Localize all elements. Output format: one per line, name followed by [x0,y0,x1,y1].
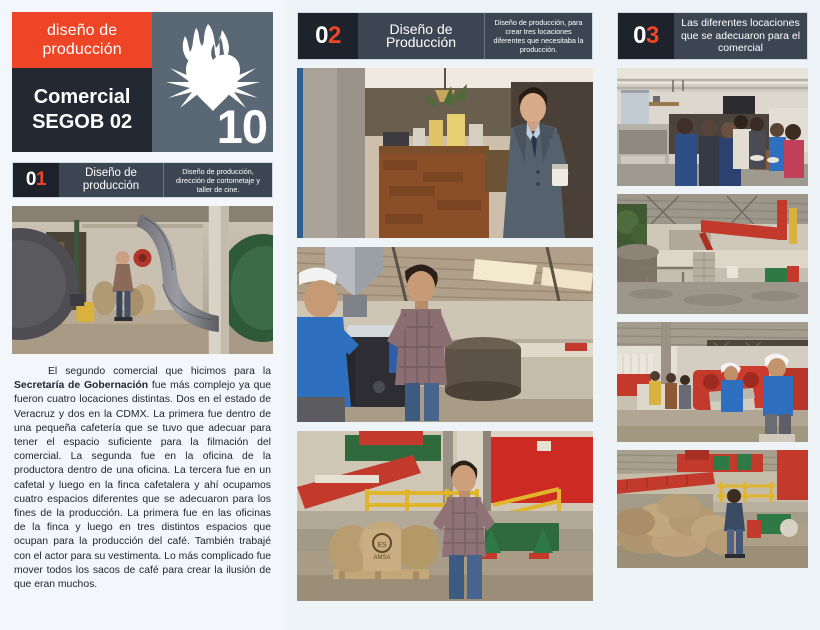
photo-coffee-roasting-art [297,247,593,422]
section-title-01-line1: Diseño de [85,167,137,179]
section-title-02: Diseño de Producción [385,21,457,50]
body-lead: El segundo comercial que hicimos para la [48,366,271,377]
photo-sacks-red-machinery [297,431,593,601]
column-right [605,0,820,630]
section-number-02 [298,13,358,59]
photo-coffee-sack-pile-art [617,450,808,568]
section-title-01 [59,163,163,197]
section-number-accent: 2 [328,22,341,49]
title-eyebrow [12,12,152,68]
section-bar-02 [297,12,593,60]
title-eyebrow-line1: diseño de [46,22,118,39]
worker-mid [721,362,743,412]
column-middle [285,0,605,630]
svg-text:ES: ES [377,542,387,549]
svg-text:AMSA: AMSA [373,555,391,561]
photo-coffee-roasting [297,247,593,422]
section-bar-01 [12,162,273,198]
section-number-accent: 3 [646,22,659,49]
body-rest: fue más complejo ya que fueron cuatro locaciones distintas. Dos en el estado de Veracruz y dos en la CDMX. La primera fue dentro de una pequeña cafetería que se tuvo que adecuar para tener el espacio suficiente para la filmación del comercial. La segunda fue en la oficina de la productora dentro de una oficina. La tercera fue en un cafetal y luego en la finca cafetalera y ahí ocupamos cuatro espacios diferentes que se adecuaron para los fines de la producción. La primera fue en las oficinas de la finca y luego en tres distintos espacios que ocupan para la producción del café. También trabajé con el actor para su vestimenta. Lo más complicado fue mover todos los sacos de café para crear la ilusión de que eran muchos. [14,380,272,591]
photo-workers-red-machines-art [617,322,808,442]
title-text-side [12,12,152,152]
photo-busy-cafe-art [617,68,808,186]
section-number-accent: 1 [36,169,47,190]
photo-cafe-suit-man [297,68,593,238]
section-number-prefix: 0 [633,22,646,49]
section-title-03: Las diferentes locaciones que se adecuaron para el comercial [680,17,801,55]
title-line1: Comercial [33,86,131,108]
photo-busy-cafe [617,68,808,186]
title-logo-panel [152,12,273,152]
section-bar-03 [617,12,808,60]
title-line2: SEGOB 02 [32,111,133,133]
section-number-prefix: 0 [315,22,328,49]
logo-number: 10 [216,100,267,152]
photo-processing-shed [617,194,808,314]
section-subtitle-01: Diseño de producción, dirección de cortometaje y taller de cine. [163,163,272,197]
body-bold: Secretaría de Gobernación [14,380,149,392]
column-left [0,0,285,630]
body-copy [12,363,273,592]
photo-workers-red-machines [617,322,808,442]
section-number-01 [13,163,59,197]
photo-mill-interior-art [12,206,273,354]
photo-coffee-sack-pile [617,450,808,568]
photo-processing-shed-art [617,194,808,314]
section-number-03 [618,13,674,59]
title-eyebrow-line2: producción [42,41,122,58]
title-main [12,68,152,152]
section-subtitle-02: Diseño de producción, para crear tres locaciones diferentes que necesitaba la producción. [484,13,592,59]
photo-mill-interior [12,206,273,354]
section-number-prefix: 0 [25,169,36,190]
title-card [12,12,273,152]
section-title-01-line2: producción [82,180,140,192]
photo-cafe-suit-man-art [297,68,593,238]
photo-sacks-red-machinery-art [297,431,593,601]
